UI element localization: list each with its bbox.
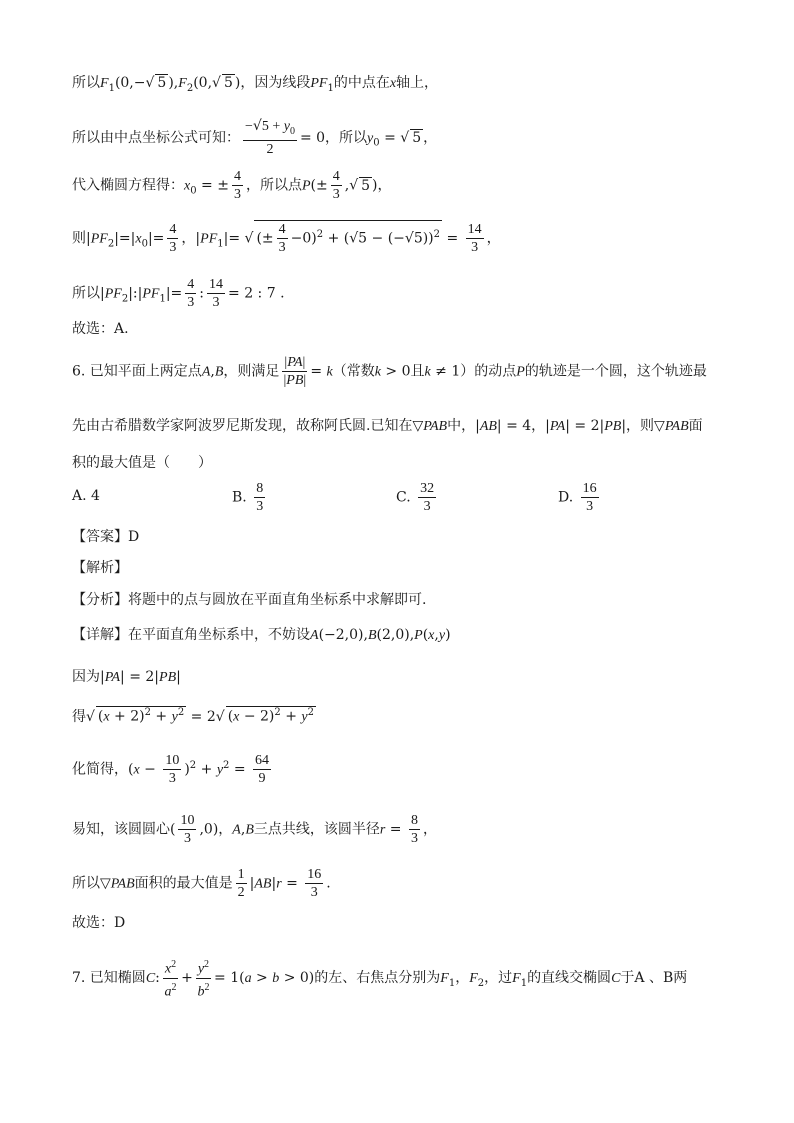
yizhi-line: 易知，该圆圆心( $\frac{10}{3}$ ,0)，A,B三点共线，该圆半径r = $\frac{8}{3}$ ， (72, 813, 437, 846)
answer-line (72, 526, 139, 546)
option-b: B. $\frac{8}{3}$ (232, 481, 264, 514)
solution-line-1: 所以$F_1(0,-√$ 5 )$,F_2(0,√$ 5 )，因为线段$PF_1$的中点在x轴上， (72, 75, 439, 94)
option-a: A. 4 (72, 488, 100, 504)
q6-line-2: 先由古希腊数学家阿波罗尼斯发现，故称阿氏圆.已知在▽PAB中，|AB| = 4，|PA| = 2|PB|，则▽PAB面 (72, 418, 703, 434)
solution-line-5: 所以$|PF_2|:|PF_1|=$ $\frac{4}{3}$ : $\frac{14}{3}$ = 2 : 7 . (72, 277, 285, 310)
q6-line-1: 6. 已知平面上两定点A,B，则满足 $\frac{|PA|}{|PB|}$ = k（常数k > 0且k ≠ 1）的动点P的轨迹是一个圆，这个轨迹最 (72, 355, 707, 388)
answer-value: D (128, 529, 140, 545)
xiangjie-line: 【详解】在平面直角坐标系中，不妨设A(−2,0),B(2,0),P(x,y) (72, 627, 451, 643)
analysis-tag: 【解析】 (72, 560, 128, 576)
option-d: D. $\frac{16}{3}$ (558, 481, 597, 514)
q6-line-3: 积的最大值是（ ） (72, 455, 212, 471)
q7-line-1: 7. 已知椭圆C: $\frac{x^2}{a^2}$ + $\frac{y^2}{b^2}$ = 1(a > b > 0)的左、右焦点分别为$F_1$，$F_2$，过$F_1$的直线交椭圆C于A 、B两 (72, 956, 687, 1000)
because-line: 因为|PA| = 2|PB| (72, 669, 181, 685)
option-c: C. $\frac{32}{3}$ (396, 481, 435, 514)
fenxi-line: 【分析】将题中的点与圆放在平面直角坐标系中求解即可. (72, 592, 427, 608)
max-area-line: 所以▽PAB面积的最大值是 $\frac{1}{2}$ |AB|r = $\frac{16}{3}$ . (72, 867, 331, 900)
de-line: 得√ $(x + 2)^2 + y^2 = 2√$ $(x - 2)^2 + y^2$ (72, 707, 314, 725)
solution-line-4: 则$|PF_2|=|x_0|=$ $\frac{4}{3}$ ，$|PF_1|=$ √ (± $\frac{4}{3}$ $-0)^2 + (√5 - (-√5))^2$ = $\frac{14}{3}$ ， (72, 222, 501, 255)
solution-line-3: 代入椭圆方程得：$x_0$ = ± $\frac{4}{3}$ ，所以点P(± $\frac{4}{3}$ ,√ 5 )， (72, 169, 392, 202)
solution-line-2: 所以由中点坐标公式可知： $\frac{-√5 + y_0}{2}$ = 0，所以$y_0$ = √ 5 ， (72, 118, 438, 157)
answer-tag: 【答案】 (72, 529, 128, 545)
choose-line-1: 故选：A. (72, 321, 129, 337)
choose-line-2: 故选：D (72, 915, 126, 931)
huajian-line: 化简得，(x − $\frac{10}{3}$ )$^2 + y^2$ = $\frac{64}{9}$ (72, 753, 270, 786)
